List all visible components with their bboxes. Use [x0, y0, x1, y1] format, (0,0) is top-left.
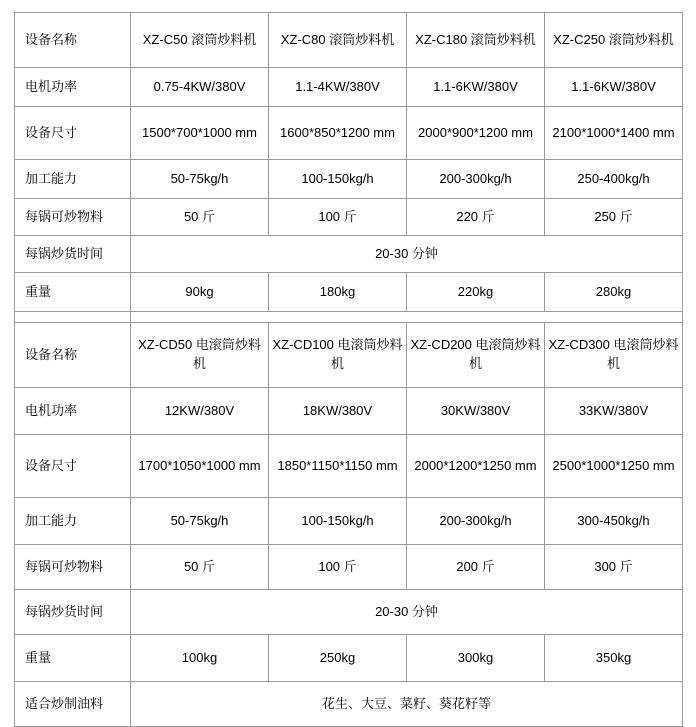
row-label: 电机功率 [15, 388, 131, 435]
table-cell: 2100*1000*1400 mm [545, 107, 683, 160]
table-cell: 300kg [407, 635, 545, 682]
table-cell-merged: 花生、大豆、菜籽、葵花籽等 [131, 682, 683, 727]
table-cell: 200 斤 [407, 545, 545, 590]
row-label: 每锅炒货时间 [15, 590, 131, 635]
table-cell: 1700*1050*1000 mm [131, 435, 269, 498]
table-cell: 350kg [545, 635, 683, 682]
table-cell: 50 斤 [131, 545, 269, 590]
table-cell: 1.1-6KW/380V [407, 68, 545, 107]
table-cell: 220 斤 [407, 199, 545, 236]
table-cell: 180kg [269, 273, 407, 312]
row-label: 设备名称 [15, 13, 131, 68]
table-cell: 200-300kg/h [407, 160, 545, 199]
table-row [15, 199, 683, 236]
row-label: 每锅可炒物料 [15, 545, 131, 590]
table-cell: 1.1-4KW/380V [269, 68, 407, 107]
table-row [15, 635, 683, 682]
table-row [15, 236, 683, 273]
table-row [15, 323, 683, 388]
table-cell: 100 斤 [269, 199, 407, 236]
table-cell-merged: 20-30 分钟 [131, 590, 683, 635]
table-row [15, 682, 683, 727]
row-label: 每锅炒货时间 [15, 236, 131, 273]
table-cell: 1500*700*1000 mm [131, 107, 269, 160]
table-cell: XZ-CD300 电滚筒炒料机 [545, 323, 683, 388]
table-cell: 1850*1150*1150 mm [269, 435, 407, 498]
table-cell: 12KW/380V [131, 388, 269, 435]
table-cell: 2000*900*1200 mm [407, 107, 545, 160]
table-cell: 90kg [131, 273, 269, 312]
table-cell: 30KW/380V [407, 388, 545, 435]
table-row [15, 273, 683, 312]
table-cell: XZ-CD100 电滚筒炒料机 [269, 323, 407, 388]
table-cell: 2500*1000*1250 mm [545, 435, 683, 498]
table-row [15, 498, 683, 545]
row-label: 加工能力 [15, 160, 131, 199]
table-cell-merged: 20-30 分钟 [131, 236, 683, 273]
row-label: 设备名称 [15, 323, 131, 388]
table-cell: XZ-C250 滚筒炒料机 [545, 13, 683, 68]
table-cell: 100-150kg/h [269, 160, 407, 199]
table-cell: 100-150kg/h [269, 498, 407, 545]
table-row [15, 160, 683, 199]
table-row [15, 545, 683, 590]
table-cell: XZ-C180 滚筒炒料机 [407, 13, 545, 68]
row-label: 重量 [15, 635, 131, 682]
table-row [15, 107, 683, 160]
table-row [15, 68, 683, 107]
table-cell: 18KW/380V [269, 388, 407, 435]
table-cell: 33KW/380V [545, 388, 683, 435]
table-cell: 1600*850*1200 mm [269, 107, 407, 160]
table-row [15, 590, 683, 635]
table-cell: XZ-C80 滚筒炒料机 [269, 13, 407, 68]
table-cell: 1.1-6KW/380V [545, 68, 683, 107]
row-label: 加工能力 [15, 498, 131, 545]
table-row [15, 13, 683, 68]
table-cell: 50-75kg/h [131, 498, 269, 545]
table-cell: XZ-C50 滚筒炒料机 [131, 13, 269, 68]
row-label: 每锅可炒物料 [15, 199, 131, 236]
electric-drum-roaster-spec-table [14, 322, 683, 727]
table-cell: 220kg [407, 273, 545, 312]
table-cell: 100kg [131, 635, 269, 682]
table-cell: 250kg [269, 635, 407, 682]
table-cell: 280kg [545, 273, 683, 312]
row-label: 设备尺寸 [15, 107, 131, 160]
row-label: 重量 [15, 273, 131, 312]
row-label: 设备尺寸 [15, 435, 131, 498]
table-cell: 50 斤 [131, 199, 269, 236]
table-cell: 250 斤 [545, 199, 683, 236]
row-label: 电机功率 [15, 68, 131, 107]
table-cell: 100 斤 [269, 545, 407, 590]
table-cell: XZ-CD50 电滚筒炒料机 [131, 323, 269, 388]
table-cell: 300 斤 [545, 545, 683, 590]
table-row [15, 388, 683, 435]
table-cell: 0.75-4KW/380V [131, 68, 269, 107]
table-cell: 300-450kg/h [545, 498, 683, 545]
table-cell: XZ-CD200 电滚筒炒料机 [407, 323, 545, 388]
row-label: 适合炒制油料 [15, 682, 131, 727]
table-cell: 50-75kg/h [131, 160, 269, 199]
table-cell: 2000*1200*1250 mm [407, 435, 545, 498]
table-cell: 250-400kg/h [545, 160, 683, 199]
table-row [15, 435, 683, 498]
table-cell: 200-300kg/h [407, 498, 545, 545]
